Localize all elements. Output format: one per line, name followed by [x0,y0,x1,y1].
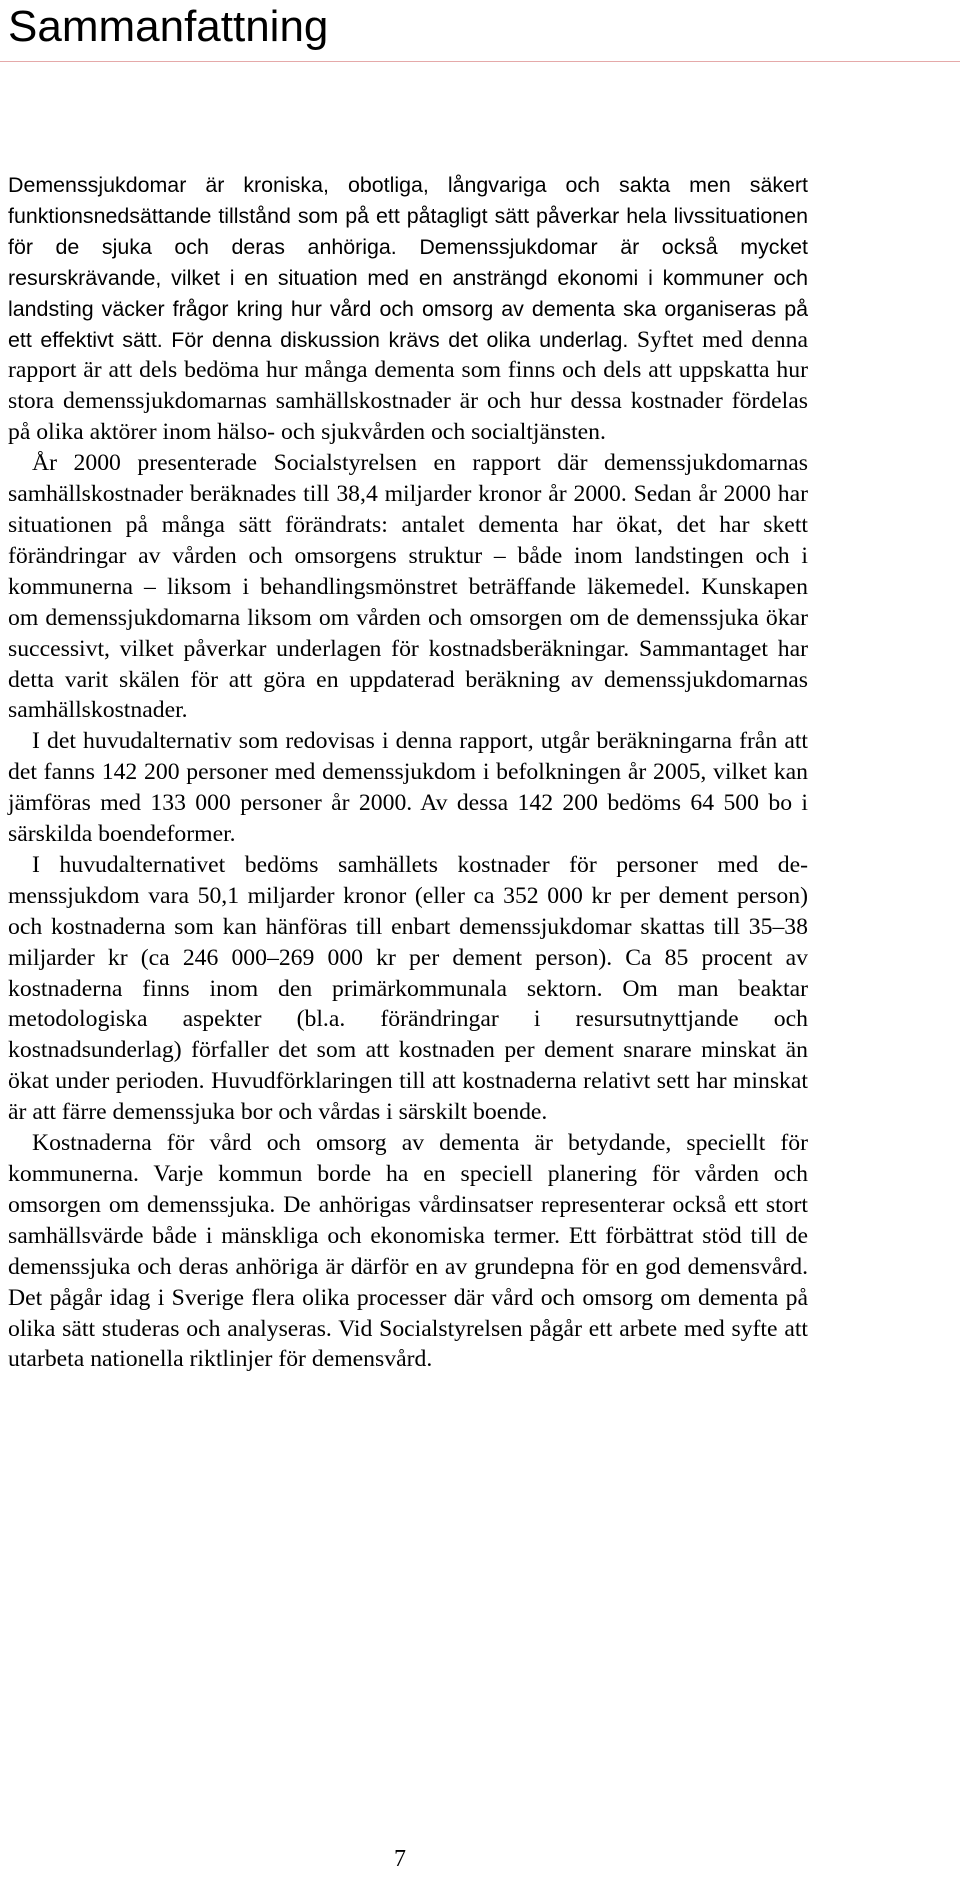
paragraph-prevalence: I det huvudalternativ som redovisas i denna rapport, utgår beräkningarna från att det fanns 142 200 personer med demenssjukdom i befolkningen år 2005, vilket kan jämföras med 133 000 personer år 2000. Av dessa 142 200 bedöms 64 500 bo i särskilda boendeformer. [8,728,808,848]
paragraph-conclusions: Kostnaderna för vård och omsorg av dementa är betydande, speciellt för kommunerna. Varje kommun borde ha en speciell planering för vården och omsorgen om demenssjuka. De anhörigas vårdinsatser representerar också ett stort samhällsvärde både i mänskliga och ekonomiska termer. Ett förbättrat stöd till de demenssjuka och deras anhöriga är därför en av grundерna för en god demensvård. Det pågår idag i Sverige flera olika processer där vård och omsorg om dementa på olika sätt studeras och analyseras. Vid Socialstyrelsen pågår ett arbete med syfte att utarbeta nationella riktlinjer för demensvård. [8,1130,808,1373]
paragraph-intro-serif: Syftet med denna rapport är att dels bedöma hur många dementa som finns och dels att uppskatta hur stora demenssjukdomarnas samhällskostnader är och hur dessa kostnader fördelas på olika aktörer inom hälso- och sjukvården och socialtjänsten. [8,326,808,446]
paragraph-intro [8,170,808,448]
title-divider [0,61,960,62]
page-number: 7 [394,1846,406,1872]
paragraph-costs: I huvudalternativet bedöms samhällets kostnader för personer med demenssjukdom vara 50,1 miljarder kronor (eller ca 352 000 kr per dement person) och kostnaderna som kan hänföras till enbart demenssjukdomar skattas till 35–38 miljarder kr (ca 246 000–269 000 kr per dement person). Ca 85 procent av kostnaderna finns inom den primärkommunala sektorn. Om man beaktar metodologiska aspekter (bl.a. förändringar i resursutnyttjande och kostnadsunderlag) förfaller det som att kostnaden per dement snarare minskat än ökat under perioden. Huvudförklaringen till att kostnaderna relativt sett har minskat är att färre demenssjuka bor och vårdas i särskilt boende. [8,851,808,1126]
document-body [8,170,808,1375]
paragraph-intro-sans: Demenssjukdomar är kroniska, obotliga, långvariga och sakta men säkert funktionsnedsättande tillstånd som på ett påtagligt sätt påverkar hela livssituationen för de sjuka och deras anhöriga. Demenssjukdomar är också mycket resurskrävande, vilket i en situation med en ansträngd ekonomi i kommuner och landsting väcker frågor kring hur vård och omsorg av dementa ska organiseras på ett effektivt sätt. För denna diskussion krävs det olika underlag. [8,173,808,352]
paragraph-background: År 2000 presenterade Socialstyrelsen en rapport där demenssjukdomarnas samhällskostnader beräknades till 38,4 miljarder kronor år 2000. Sedan år 2000 har situationen på många sätt förändrats: antalet dementa har ökat, det har skett förändringar av vården och omsorgens struktur – både inom landstingen och i kommunerna – liksom i behandlingsmönstret beträffande läkemedel. Kunskapen om demenssjukdomarna liksom om vården och omsorgen om de demenssjuka ökar successivt, vilket påverkar underlagen för kostnadsberäkningar. Sammantaget har detta varit skälen för att göra en uppdaterad beräkning av demenssjukdomarnas samhällskostnader. [8,450,808,724]
page-title: Sammanfattning [8,2,329,51]
